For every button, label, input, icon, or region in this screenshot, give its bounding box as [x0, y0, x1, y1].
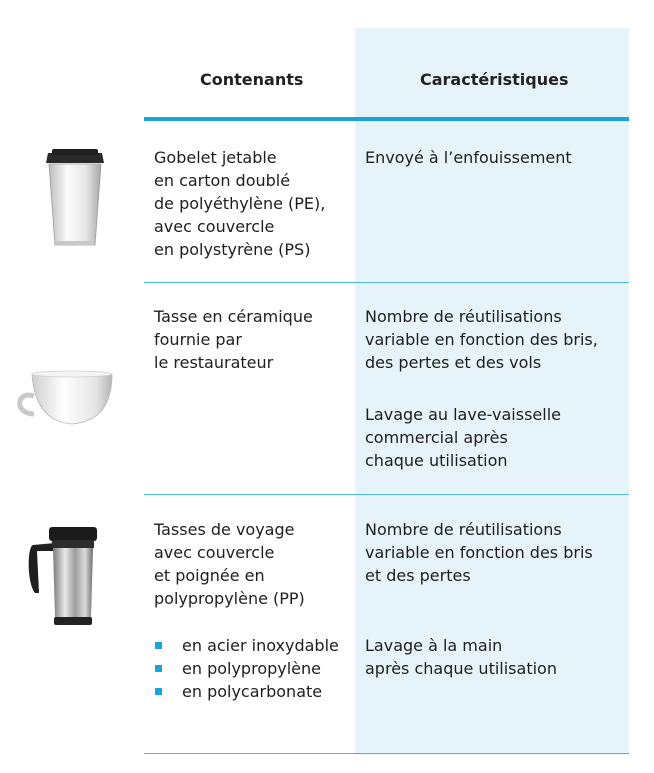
header-characteristics: Caractéristiques: [420, 70, 569, 89]
row3-container-text: Tasses de voyage avec couvercle et poignée en polypropylène (PP): [154, 520, 305, 608]
row-divider: [144, 494, 629, 495]
list-item: en acier inoxydable: [154, 634, 339, 657]
row3-characteristics-text: Nombre de réutilisations variable en fonction des bris et des pertes: [365, 520, 593, 585]
row1-container-text: Gobelet jetable en carton doublé de polyéthylène (PE), avec couvercle en polystyrène (PS): [154, 148, 326, 259]
travel-mug-icon: [25, 523, 105, 628]
row1-characteristics-text: Envoyé à l’enfouissement: [365, 148, 572, 167]
row3-characteristics-text-2: Lavage à la main après chaque utilisation: [365, 636, 557, 678]
row2-characteristics-text-2: Lavage au lave-vaisselle commercial après chaque utilisation: [365, 405, 561, 470]
ceramic-cup-icon: [12, 368, 117, 428]
row2-characteristics-text: Nombre de réutilisations variable en fonction des bris, des pertes et des vols: [365, 307, 598, 372]
header-divider: [144, 117, 629, 121]
row-divider: [144, 282, 629, 283]
row2-container-text: Tasse en céramique fournie par le restaurateur: [154, 307, 313, 372]
list-item: en polypropylène: [154, 657, 339, 680]
row-divider: [144, 753, 629, 754]
material-list: [154, 634, 339, 703]
disposable-cup-icon: [40, 145, 110, 250]
list-item: en polycarbonate: [154, 680, 339, 703]
header-containers: Contenants: [200, 70, 304, 89]
